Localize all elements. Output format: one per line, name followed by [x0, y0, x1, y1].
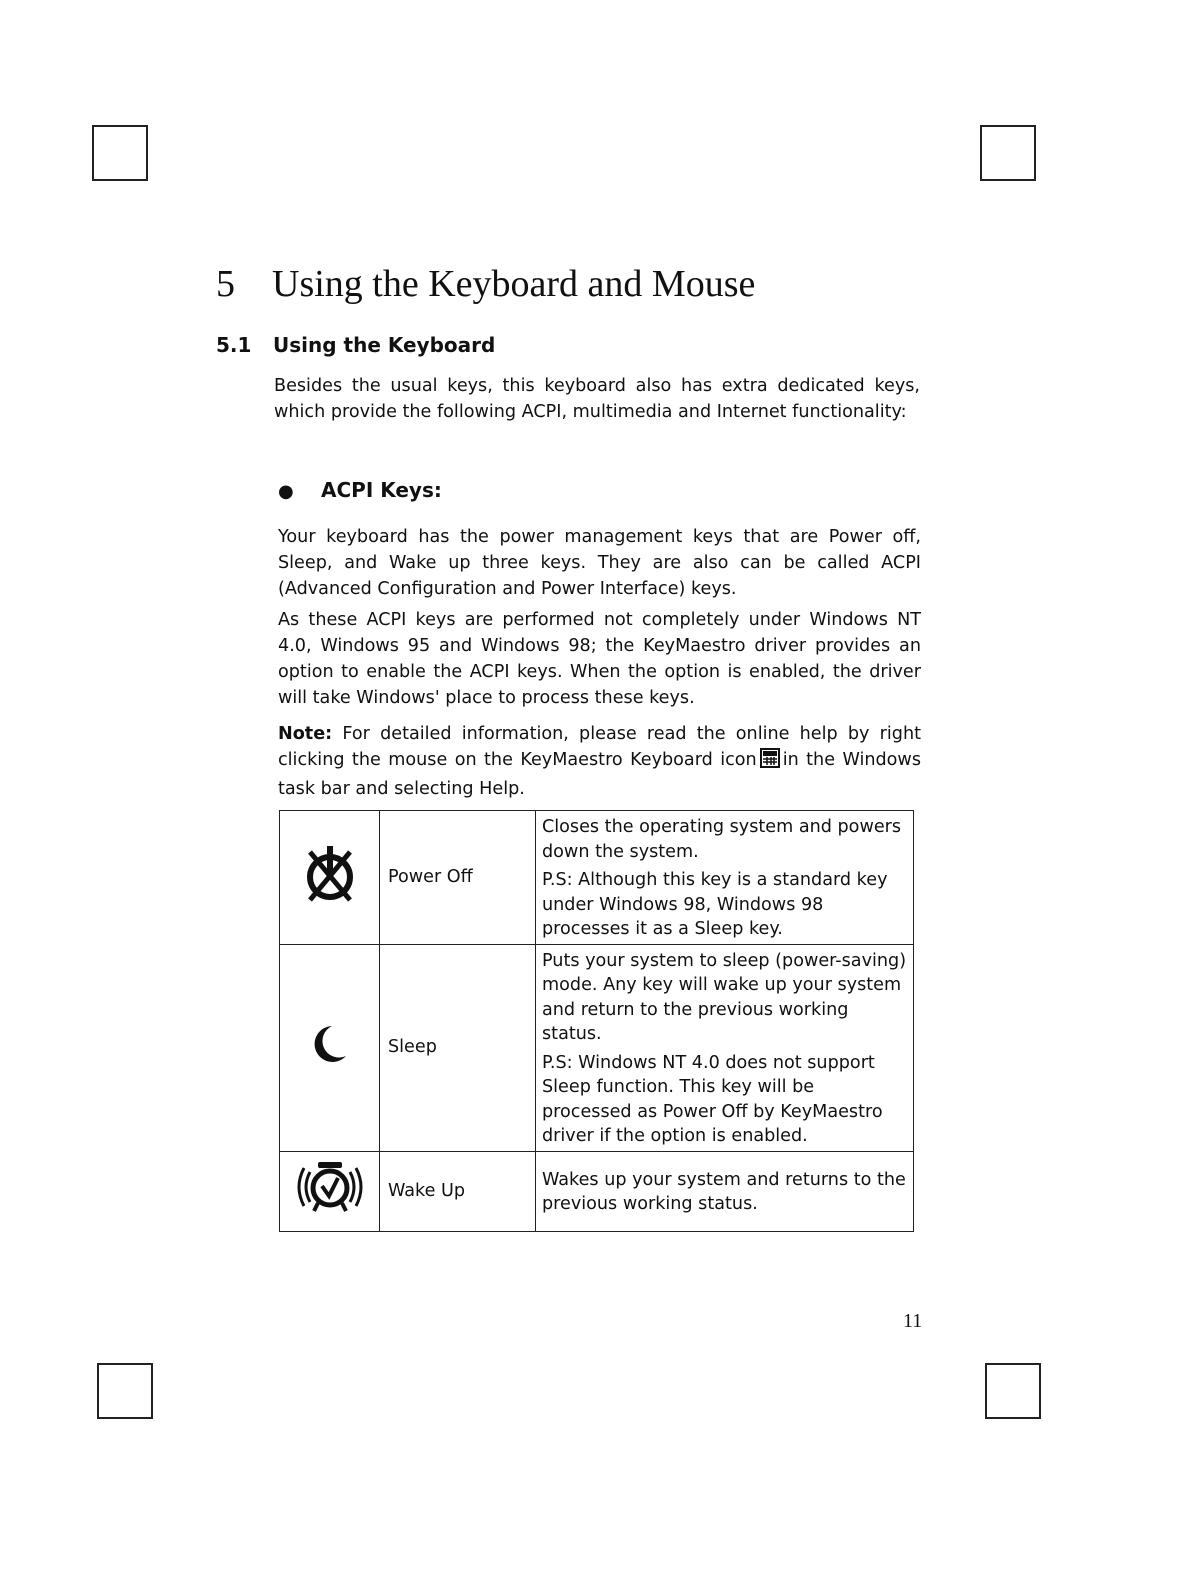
wake-alarm-clock-icon [292, 1156, 368, 1218]
section-title: Using the Keyboard [273, 333, 496, 357]
key-description-wake-up [536, 1151, 914, 1231]
table-row-wake-up [280, 1151, 914, 1231]
chapter-title: Using the Keyboard and Mouse [272, 263, 756, 305]
bullet-icon: ● [278, 481, 294, 502]
crop-mark-top-right [980, 125, 1036, 181]
sleep-description: Puts your system to sleep (power-saving) mode. Any key will wake up your system and return to the previous working status. [542, 950, 907, 1044]
crop-mark-bottom-right [985, 1363, 1041, 1419]
key-description-power-off [536, 811, 914, 945]
key-name-wake-up: Wake Up [380, 1151, 536, 1231]
power-off-ps: P.S: Although this key is a standard key under Windows 98, Windows 98 processes it as a Sleep key. [542, 870, 888, 939]
intro-paragraph: Besides the usual keys, this keyboard also has extra dedicated keys, which provide the following ACPI, multimedia and Internet functionality: [274, 376, 920, 422]
acpi-keys-title: ACPI Keys: [321, 478, 442, 502]
sleep-moon-icon [310, 1022, 350, 1066]
acpi-paragraph-2: As these ACPI keys are performed not completely under Windows NT 4.0, Windows 95 and Windows 98; the KeyMaestro driver provides an option to enable the ACPI keys. When the option is enabled, the driver will take Windows' place to process these keys. [278, 610, 921, 708]
key-name-power-off: Power Off [380, 811, 536, 945]
note-label: Note: [278, 724, 333, 744]
note-paragraph [278, 721, 921, 802]
power-off-description: Closes the operating system and powers down the system. [542, 817, 902, 862]
power-off-icon [298, 842, 362, 906]
acpi-paragraph-1: Your keyboard has the power management keys that are Power off, Sleep, and Wake up three keys. They are also can be called ACPI (Advanced Configuration and Power Interface) keys. [278, 527, 921, 599]
wake-up-description: Wakes up your system and returns to the previous working status. [542, 1169, 906, 1214]
acpi-keys-table [279, 810, 914, 1232]
note-text-after-icon: in the Windows task bar and selecting Help. [278, 750, 921, 799]
section-number: 5.1 [216, 333, 252, 357]
chapter-heading [216, 262, 755, 306]
power-off-icon-cell [280, 811, 380, 945]
crop-mark-top-left [92, 125, 148, 181]
sleep-icon-cell [280, 944, 380, 1151]
chapter-number: 5 [216, 263, 235, 305]
key-description-sleep [536, 944, 914, 1151]
page-number: 11 [903, 1310, 923, 1332]
table-row-power-off [280, 811, 914, 945]
table-row-sleep [280, 944, 914, 1151]
crop-mark-bottom-left [97, 1363, 153, 1419]
section-heading [216, 333, 495, 357]
note-text-before-icon: For detailed information, please read the online help by right clicking the mouse on the KeyMaestro Keyboard icon [278, 724, 921, 770]
acpi-keys-heading [278, 478, 442, 502]
keymaestro-keyboard-icon [760, 748, 780, 776]
sleep-ps: P.S: Windows NT 4.0 does not support Sleep function. This key will be processed as Power Off by KeyMaestro driver if the option is enabled. [542, 1052, 883, 1146]
wake-up-icon-cell [280, 1151, 380, 1231]
key-name-sleep: Sleep [380, 944, 536, 1151]
